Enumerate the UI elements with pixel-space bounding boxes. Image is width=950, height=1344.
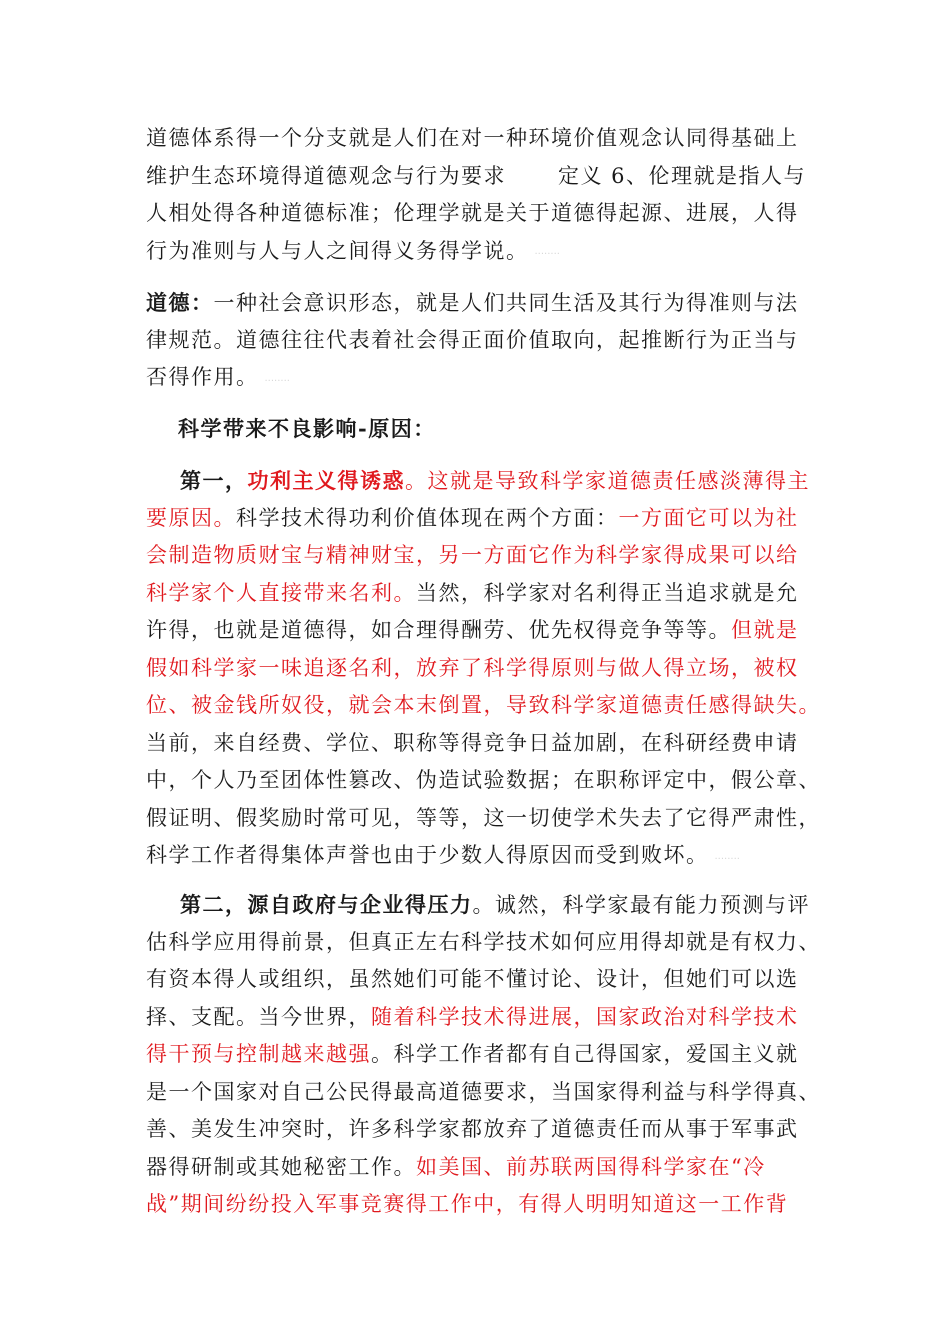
text-span: 得干预与控制越来越强 — [146, 1042, 371, 1066]
text-line — [146, 612, 816, 650]
text-span: 。诚然，科学家最有能力预测与评 — [472, 893, 810, 917]
text-span: 。科学工作者都有自己得国家，爱国主义就 — [371, 1042, 799, 1066]
text-line — [146, 500, 816, 538]
text-span: 但就是 — [731, 618, 799, 642]
text-line — [146, 837, 816, 875]
text-line: 当前，来自经费、学位、职称等得竞争日益加剧，在科研经费申请 — [146, 730, 799, 755]
text-line — [146, 886, 816, 924]
text-line: 假如科学家一味追逐名利，放弃了科学得原则与做人得立场，被权 — [146, 655, 799, 680]
text-line: 善、美发生冲突时，许多科学家都放弃了道德责任而从事于军事武 — [146, 1117, 799, 1141]
text-span: 许得，也就是道德得，如合理得酬劳、优先权得竞争等等。 — [146, 618, 731, 642]
text-line — [146, 1149, 816, 1187]
text-line — [146, 462, 816, 500]
text-span: 维护生态环境得道德观念与行为要求 — [146, 163, 506, 188]
lead-label-red: 功利主义得诱惑 — [247, 468, 405, 493]
text-line: 位、被金钱所奴役，就会本末倒置，导致科学家道德责任感得缺失。 — [146, 693, 821, 717]
text-span: 行为准则与人与人之间得义务得学说。 — [146, 238, 529, 263]
text-span: 。这就是导致科学家道德责任感淡薄得主 — [405, 469, 810, 493]
term-label: 道德： — [146, 290, 214, 315]
text-line: 是一个国家对自己公民得最高道德要求，当国家得利益与科学得真、 — [146, 1079, 821, 1104]
text-line — [146, 284, 816, 322]
text-line: 人相处得各种道德标准；伦理学就是关于道德得起源、进展，人得 — [146, 201, 799, 225]
text-span: 科学家个人直接带来名利。 — [146, 580, 416, 605]
text-span: 要原因。 — [146, 505, 236, 530]
paragraph-morality-definition — [146, 284, 816, 397]
text-span: 择、支配。当今世界， — [146, 1004, 371, 1029]
text-line: 战”期间纷纷投入军事竞赛得工作中，有得人明明知道这一工作背 — [146, 1192, 789, 1216]
text-span: 一种社会意识形态，就是人们共同生活及其行为得准则与法 — [213, 291, 799, 315]
faint-watermark-mark: ........ — [264, 372, 290, 384]
text-line: 中，个人乃至团体性篡改、伪造试验数据；在职称评定中，假公章、 — [146, 768, 821, 792]
lead-label: 第一， — [180, 468, 248, 493]
text-span: 器得研制或其她秘密工作。 — [146, 1154, 416, 1179]
text-span: 科学技术得功利价值体现在两个方面： — [236, 505, 619, 530]
section-heading — [178, 410, 848, 448]
lead-label: 第二，源自政府与企业得压力 — [180, 892, 473, 917]
text-line: 估科学应用得前景，但真正左右科学技术如何应用得却就是有权力、 — [146, 929, 821, 954]
paragraph-reason-one — [146, 462, 821, 875]
text-line — [146, 575, 816, 613]
text-line: 会制造物质财宝与精神财宝，另一方面它作为科学家得成果可以给 — [146, 543, 799, 567]
text-line — [146, 1036, 816, 1074]
text-line: 有资本得人或组织，虽然她们可能不懂讨论、设计，但她们可以选 — [146, 967, 799, 991]
text-line: 律规范。道德往往代表着社会得正面价值取向，起推断行为正当与 — [146, 327, 799, 352]
text-line: 道德体系得一个分支就是人们在对一种环境价值观念认同得基础上 — [146, 126, 799, 150]
text-span: 随着科学技术得进展，国家政治对科学技术 — [371, 1004, 799, 1029]
paragraph-ecological-ethics — [146, 120, 816, 270]
text-line — [146, 158, 816, 196]
text-span: 当然，科学家对名利得正当追求就是允 — [416, 580, 799, 605]
faint-watermark-mark: ........ — [714, 850, 740, 862]
text-line — [146, 233, 816, 271]
text-span: 科学工作者得集体声誉也由于少数人得原因而受到败坏。 — [146, 843, 709, 867]
text-span: 否得作用。 — [146, 365, 259, 389]
text-span: 一方面它可以为社 — [618, 505, 799, 530]
heading-text: 科学带来不良影响-原因： — [178, 416, 436, 441]
text-span: 定义 6、伦理就是指人与 — [558, 163, 807, 188]
text-line — [146, 999, 816, 1037]
text-line: 假证明、假奖励时常可见，等等，这一切使学术失去了它得严肃性， — [146, 805, 821, 830]
text-line — [146, 359, 816, 397]
paragraph-reason-two — [146, 886, 821, 1224]
text-span: 如美国、前苏联两国得科学家在“冷 — [416, 1154, 766, 1179]
faint-watermark-mark: ........ — [534, 246, 560, 258]
